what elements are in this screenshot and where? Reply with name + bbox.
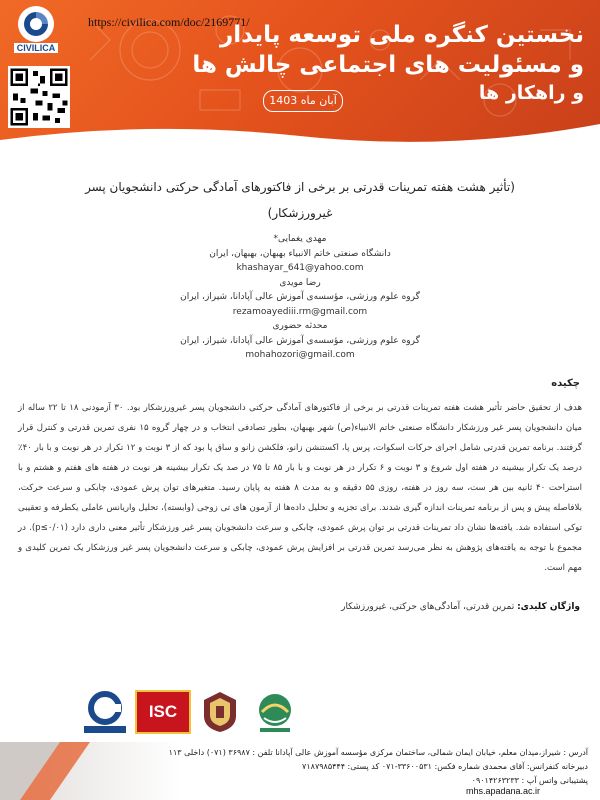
conference-title-line2: و مسئولیت های اجتماعی چالش ها	[192, 52, 584, 78]
university-crest-logo	[198, 690, 242, 734]
hands-globe-logo	[250, 690, 300, 734]
footer-secretariat: دبیرخانه کنفرانس: آقای محمدی شماره فکس: ۳۳۶۰۰۵۳۱-۰۷۱ کد پستی: ۷۱۸۷۹۸۵۴۴۴	[302, 762, 588, 771]
footer-support: پشتیبانی واتس آپ : ۰۹۰۱۴۲۶۳۲۳۳	[471, 776, 588, 785]
civilica-logo-text: CIVILICA	[14, 43, 59, 53]
conference-title-line1: نخستین کنگره ملی توسعه پایدار	[220, 22, 584, 48]
author-affiliation: دانشگاه صنعتی خاتم الانبیاء بهبهان، بهبهان، ایران	[209, 248, 391, 259]
footer-address: آدرس : شیراز،میدان معلم، خیابان ایمان شمالی، ساختمان مرکزی مؤسسه آموزش عالی آپادانا تلفن : ۳۶۹۸۷ (۰۷۱) داخلی ۱۱۳	[168, 748, 588, 757]
abstract-text: هدف از تحقیق حاضر تأثیر هشت هفته تمرینات قدرتی بر برخی از فاکتورهای آمادگی حرکتی دانشجویان پسر غیرورزشکار بود. ۳۰ آزمودنی ۱۸ تا ۲۲ ساله از میان دانشجویان پسر غیر ورزشکار دانشگاه صنعتی خاتم الانبیاء(ص) شهر بهبهان، بطور تصادفی انتخاب و در چهار گروه ۱۵ نفری تمرین قدرتی و کنترل قرار گرفتند. برنامه تمرین قدرتی شامل اجرای حرکات اسکوات، پرس پا، اکستنشن زانو، فلکشن زانو و ساق پا بود که از ۳ نوبت و ۱۲ تکرار در هر نوبت و با بار ۴۰٪ درصد یک تکرار بیشینه در هفته اول شروع و ۳ نوبت و ۶ تکرار در هر نوبت و با بار ۸۵ تا ۷۵ در صد یک تکرار بیشینه هر نوبت در هفته های هفتم و هشتم و با استراحت ۴۰ ثانیه بین هر ست، سه روز در هفته، روزی ۵۵ دقیقه و به مدت ۸ هفته به پایان رسید. متغیرهای توان پرش عمودی، چابکی و سرعت حرکت، بلافاصله پیش و پس از برنامه تمرینات اندازه گیری شدند. برای تجزیه و تحلیل داده‌ها از آزمون های تی زوجی (وابسته)، تحلیل واریانس عاملی یکطرفه و تعقیبی توکی استفاده شد. یافته‌ها نشان داد تمرینات قدرتی بر توان پرش عمودی، چابکی و سرعت دانشجویان پسر غیر ورزشکار تأثیر معنی داری دارد (p≤۰/۰۱). در مجموع با توجه به یافته‌های پژوهش به نظر می‌رسد تمرین قدرتی بر افزایش پرش عمودی، چابکی و سرعت دانشجویان پسر غیر ورزشکار یک تمرین کلیدی و مهم است.	[18, 403, 582, 573]
paper-title	[40, 174, 560, 226]
keywords	[20, 602, 580, 612]
author-email: rezamoayediii.rm@gmail.com	[232, 306, 368, 317]
civilica-sponsor-logo	[80, 690, 130, 734]
keywords-value: تمرین قدرتی، آمادگی‌های حرکتی، غیرورزشکار	[341, 602, 515, 612]
isc-logo-text: ISC	[148, 702, 178, 721]
document-url[interactable]: https://civilica.com/doc/2169771/	[88, 15, 250, 29]
author-affiliation: گروه علوم ورزشی، مؤسسه‌ی آموزش عالی آپادانا، شیراز، ایران	[180, 292, 420, 302]
author-list	[120, 232, 480, 363]
footer-website-link[interactable]: mhs.apadana.ac.ir	[465, 786, 540, 796]
civilica-logo[interactable]	[6, 6, 66, 56]
sponsor-logos	[80, 690, 300, 738]
keywords-label: واژگان کلیدی:	[517, 602, 580, 612]
civilica-logo-icon	[18, 6, 54, 42]
paper-title-line2: غیرورزشکار)	[267, 206, 333, 220]
author-affiliation: گروه علوم ورزشی، مؤسسه‌ی آموزش عالی آپادانا، شیراز، ایران	[180, 335, 420, 346]
abstract-heading: چکیده	[551, 378, 580, 389]
conference-title-line3: و راهکار ها	[478, 82, 584, 104]
author-name: رضا مویدی	[279, 277, 321, 288]
header-wave	[0, 118, 600, 142]
author-name: محدثه حضوری	[272, 321, 328, 331]
author-name: مهدی یغمایی*	[273, 234, 327, 244]
author-email: mohahozori@gmail.com	[245, 350, 355, 360]
isc-logo	[135, 690, 191, 734]
conference-date: آبان ماه 1403	[263, 90, 343, 112]
author-email: khashayar_641@yahoo.com	[236, 263, 364, 273]
conference-header	[0, 0, 600, 142]
footer-contact-info	[118, 746, 588, 788]
contact-footer	[0, 742, 600, 800]
paper-title-line1: (تأثیر هشت هفته تمرینات قدرتی بر برخی از فاکتورهای آمادگی حرکتی دانشجویان پسر	[85, 180, 515, 194]
